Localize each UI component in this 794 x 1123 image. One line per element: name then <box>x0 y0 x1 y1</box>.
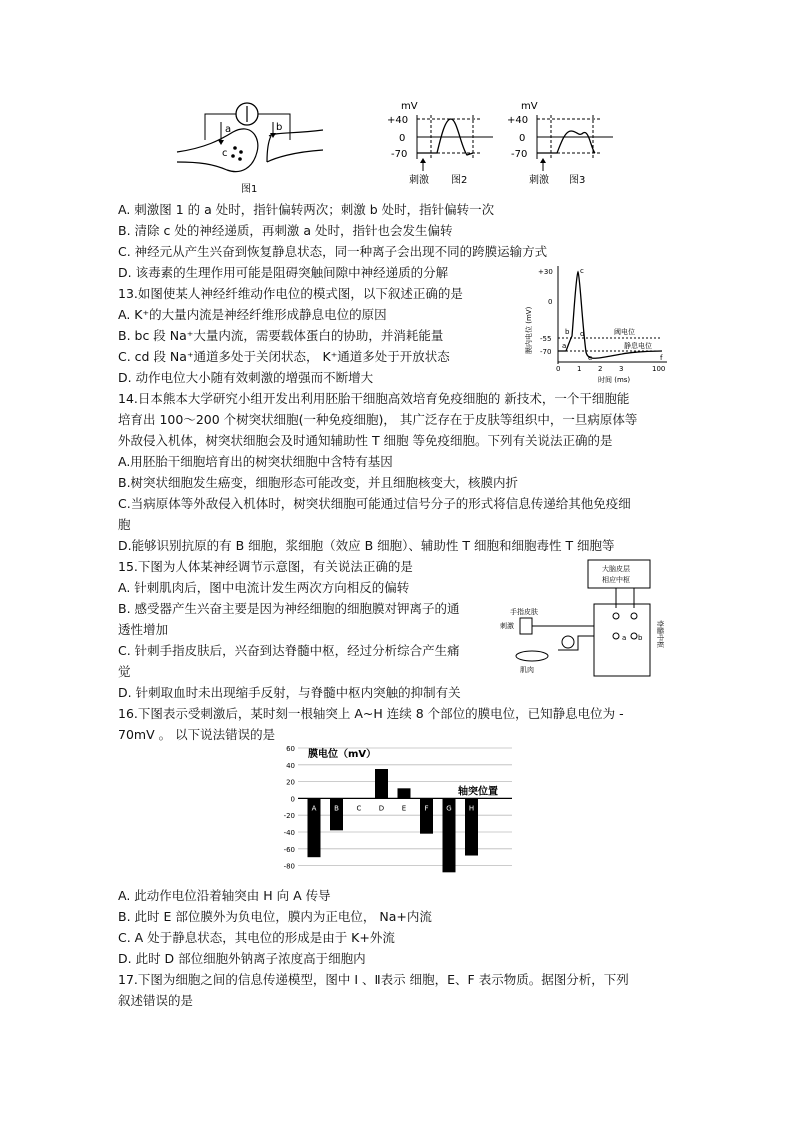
fig13-ylabel: 膜内电位 (mV) <box>525 306 533 354</box>
fig2-stim: 刺激 <box>409 175 429 186</box>
q15-option-c: C. 针刺手指皮肤后，兴奋到达脊髓中枢，经过分析综合产生痛 <box>118 643 460 658</box>
fig13-point-b: b <box>565 328 570 336</box>
fig13-xtick-1: 1 <box>577 365 582 373</box>
q12-option-b: B. 清除 c 处的神经递质，再刺激 a 处时，指针也会发生偏转 <box>118 223 453 238</box>
q14-option-a: A.用胚胎干细胞培育出的树突状细胞中含特有基因 <box>118 454 393 469</box>
fig13-xtick-3: 3 <box>619 365 624 373</box>
fig2-tick-40: +40 <box>387 115 409 126</box>
q13-stem: 13.如图使某人神经纤维动作电位的模式图，以下叙述正确的是 <box>118 286 463 301</box>
q12-option-a: A. 刺激图 1 的 a 处时，指针偏转两次；刺激 b 处时，指针偏转一次 <box>118 202 495 217</box>
category-label: H <box>468 804 475 813</box>
y-tick-label: 60 <box>286 745 295 753</box>
q13-option-c: C. cd 段 Na⁺通道多处于关闭状态， K⁺通道多处于开放状态 <box>118 349 450 364</box>
q16-option-d: D. 此时 D 部位细胞外钠离子浓度高于细胞内 <box>118 951 366 966</box>
q12-option-c: C. 神经元从产生兴奋到恢复静息状态，同一种离子会出现不同的跨膜运输方式 <box>118 244 548 259</box>
q12-option-d: D. 该毒素的生理作用可能是阻碍突触间隙中神经递质的分解 <box>118 265 449 280</box>
fig13-xtick-100: 100 <box>652 365 666 373</box>
q14-option-c: C.当病原体等外敌侵入机体时，树突状细胞可能通过信号分子的形式将信息传递给其他免疫细 <box>118 496 631 511</box>
q16-option-b: B. 此时 E 部位膜外为负电位，膜内为正电位， Na+内流 <box>118 909 432 924</box>
q15-stem: 15.下图为人体某神经调节示意图，有关说法正确的是 <box>118 559 413 574</box>
category-label: F <box>424 804 429 813</box>
figure-13-action-potential <box>522 262 672 386</box>
fig3-tick-0: 0 <box>519 133 526 144</box>
category-label: G <box>446 804 452 813</box>
q15-option-b: B. 感受器产生兴奋主要是因为神经细胞的细胞膜对钾离子的通 <box>118 601 460 616</box>
y-tick-label: -80 <box>283 862 295 871</box>
membrane-potential-chart <box>276 742 520 880</box>
q17-line-2: 叙述错误的是 <box>118 993 194 1008</box>
q13-option-d: D. 动作电位大小随有效刺激的增强而不断增大 <box>118 370 374 385</box>
q17-line-1: 17.下图为细胞之间的信息传递模型，图中 Ⅰ 、Ⅱ表示 细胞，E、F 表示物质。据图分析，下列 <box>118 972 629 987</box>
q14-option-b: B.树突状细胞发生癌变，细胞形态可能改变，并且细胞核变大，核膜内折 <box>118 475 519 490</box>
q15-option-b-cont: 透性增加 <box>118 622 169 637</box>
category-label: C <box>356 804 362 813</box>
fig13-ytick-70: -70 <box>540 348 552 356</box>
fig3-caption: 图3 <box>569 175 586 186</box>
fig15-brain: 大脑皮层 <box>602 565 630 573</box>
q15-option-a: A. 针刺肌肉后，图中电流计发生两次方向相反的偏转 <box>118 580 410 595</box>
fig13-point-f: f <box>660 354 663 362</box>
fig15-stim: 刺激 <box>500 622 514 630</box>
fig13-rest-label: 静息电位 <box>624 342 652 350</box>
fig1-label-c: c <box>222 148 228 159</box>
bar <box>375 769 388 798</box>
q13-option-b: B. bc 段 Na⁺大量内流，需要载体蛋白的协助，并消耗能量 <box>118 328 444 343</box>
q14-option-d: D.能够识别抗原的有 B 细胞，浆细胞（效应 B 细胞）、辅助性 T 细胞和细胞毒性 T 细胞等 <box>118 538 615 553</box>
fig2-unit: mV <box>401 101 418 112</box>
q16-line-1: 16.下图表示受刺激后，某时刻一根轴突上 A~H 连续 8 个部位的膜电位，已知静息电位为 - <box>118 706 624 721</box>
q14-line-3: 外敌侵入机体，树突状细胞会及时通知辅助性 T 细胞 等免疫细胞。下列有关说法正确的是 <box>118 433 613 448</box>
q16-option-c: C. A 处于静息状态，其电位的形成是由于 K+外流 <box>118 930 395 945</box>
fig15-label-a: a <box>622 634 627 642</box>
chart-annotation: 轴突位置 <box>458 786 498 798</box>
fig13-point-d: d <box>580 330 585 338</box>
fig1-label-b: b <box>276 122 283 133</box>
fig15-spinal: 脊髓中枢 <box>656 620 664 648</box>
fig2-tick-0: 0 <box>399 133 406 144</box>
fig1-caption: 图1 <box>241 184 258 195</box>
fig15-label-b: b <box>638 634 643 642</box>
fig1-label-a: a <box>225 124 232 135</box>
fig15-brain-sub: 相应中枢 <box>602 576 630 584</box>
fig13-xtick-2: 2 <box>598 365 603 373</box>
fig13-xlabel: 时间 (ms) <box>598 376 631 384</box>
q16-line-2: 70mV 。 以下说法错误的是 <box>118 727 276 742</box>
fig13-point-c: c <box>580 267 584 275</box>
fig13-ytick-30: +30 <box>538 268 553 276</box>
fig13-xtick-0: 0 <box>556 365 561 373</box>
figure-1-synapse <box>175 100 325 195</box>
q14-line-2: 培育出 100～200 个树突状细胞(一种免疫细胞)， 其广泛存在于皮肤等组织中，一旦病原体等 <box>118 412 638 427</box>
bar <box>330 798 343 830</box>
q16-option-a: A. 此动作电位沿着轴突由 H 向 A 传导 <box>118 888 331 903</box>
fig13-point-e: e <box>588 354 593 362</box>
category-label: B <box>334 804 339 813</box>
fig3-tick-40: +40 <box>507 115 529 126</box>
category-label: A <box>311 804 317 813</box>
q14-line-1: 14.日本熊本大学研究小组开发出利用胚胎干细胞高效培育免疫细胞的 新技术，一个干细胞能 <box>118 391 630 406</box>
fig13-ytick-55: -55 <box>540 335 552 343</box>
figure-3-potential <box>505 97 615 187</box>
fig3-stim: 刺激 <box>529 175 549 186</box>
chart-title: 膜电位（mV） <box>308 749 377 760</box>
y-tick-label: 0 <box>290 795 295 804</box>
fig2-tick-70: -70 <box>391 149 408 160</box>
y-tick-label: 20 <box>286 778 295 787</box>
y-tick-label: -40 <box>283 829 295 837</box>
category-label: D <box>378 804 385 813</box>
y-tick-label: 40 <box>286 761 295 770</box>
category-label: E <box>401 804 407 813</box>
y-tick-label: -60 <box>283 845 295 854</box>
q13-option-a: A. K⁺的大量内流是神经纤维形成静息电位的原因 <box>118 307 387 322</box>
fig2-caption: 图2 <box>451 175 468 186</box>
q15-option-d: D. 针刺取血时未出现缩手反射，与脊髓中枢内突触的抑制有关 <box>118 685 461 700</box>
figure-15-reflex-arc <box>498 556 676 680</box>
fig3-tick-70: -70 <box>511 149 528 160</box>
fig13-ytick-0: 0 <box>548 298 553 306</box>
fig13-point-a: a <box>562 342 567 350</box>
bar <box>398 788 411 798</box>
fig15-muscle: 肌肉 <box>520 666 534 674</box>
figure-2-potential <box>385 97 495 187</box>
fig3-unit: mV <box>521 101 538 112</box>
fig13-threshold-label: 阈电位 <box>614 328 635 336</box>
fig15-skin: 手指皮肤 <box>510 608 538 616</box>
q14-option-c-cont: 胞 <box>118 517 131 532</box>
q15-option-c-cont: 觉 <box>118 664 131 679</box>
y-tick-label: -20 <box>283 812 295 821</box>
